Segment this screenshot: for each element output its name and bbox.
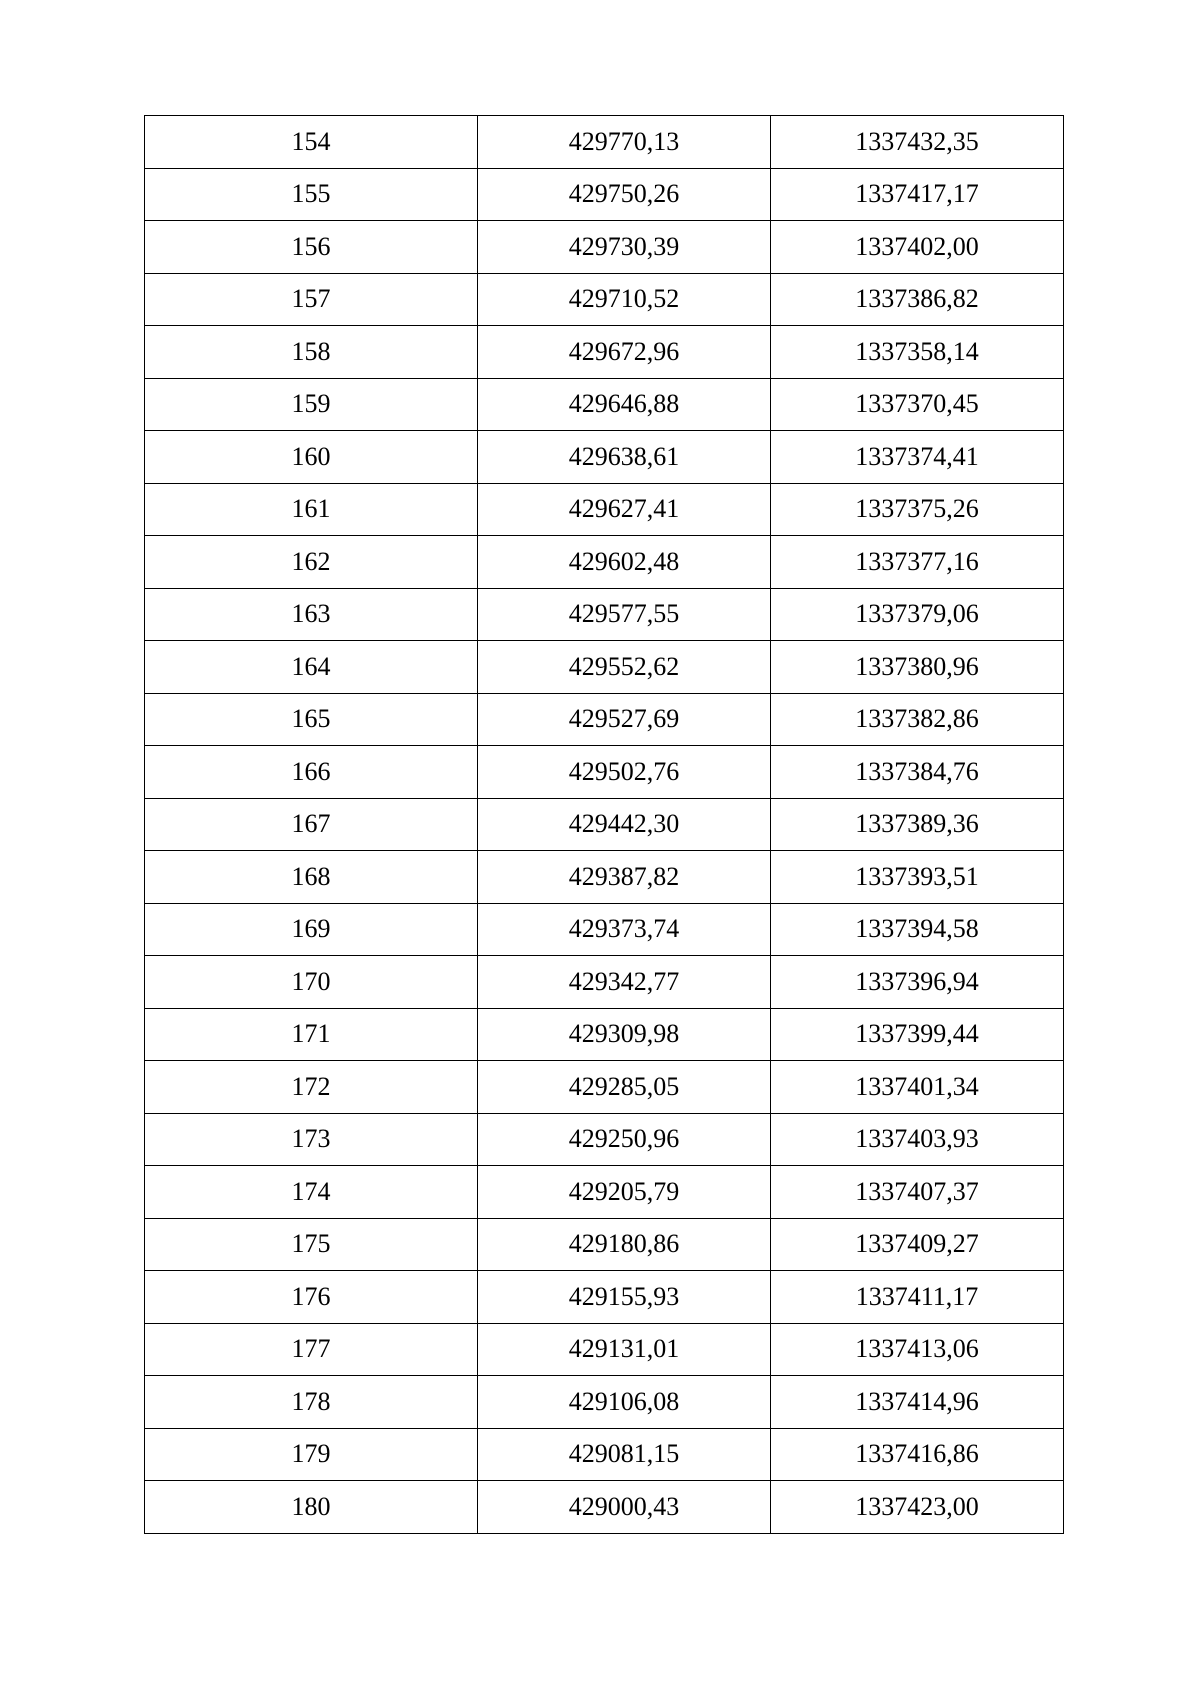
point-number-cell: 160	[145, 431, 478, 484]
y-coordinate-cell: 1337399,44	[771, 1008, 1064, 1061]
y-coordinate-cell: 1337393,51	[771, 851, 1064, 904]
table-row	[145, 378, 1064, 431]
y-coordinate-cell: 1337413,06	[771, 1323, 1064, 1376]
point-number-cell: 154	[145, 116, 478, 169]
point-number-cell: 173	[145, 1113, 478, 1166]
point-number-cell: 178	[145, 1376, 478, 1429]
y-coordinate-cell: 1337402,00	[771, 221, 1064, 274]
point-number-cell: 168	[145, 851, 478, 904]
table-row	[145, 168, 1064, 221]
table-row	[145, 746, 1064, 799]
point-number-cell: 176	[145, 1271, 478, 1324]
table-row	[145, 588, 1064, 641]
point-number-cell: 174	[145, 1166, 478, 1219]
y-coordinate-cell: 1337384,76	[771, 746, 1064, 799]
point-number-cell: 177	[145, 1323, 478, 1376]
point-number-cell: 162	[145, 536, 478, 589]
x-coordinate-cell: 429180,86	[478, 1218, 771, 1271]
x-coordinate-cell: 429750,26	[478, 168, 771, 221]
y-coordinate-cell: 1337409,27	[771, 1218, 1064, 1271]
point-number-cell: 158	[145, 326, 478, 379]
table-row	[145, 1166, 1064, 1219]
x-coordinate-cell: 429770,13	[478, 116, 771, 169]
x-coordinate-cell: 429577,55	[478, 588, 771, 641]
x-coordinate-cell: 429442,30	[478, 798, 771, 851]
y-coordinate-cell: 1337389,36	[771, 798, 1064, 851]
y-coordinate-cell: 1337396,94	[771, 956, 1064, 1009]
x-coordinate-cell: 429527,69	[478, 693, 771, 746]
point-number-cell: 159	[145, 378, 478, 431]
x-coordinate-cell: 429250,96	[478, 1113, 771, 1166]
y-coordinate-cell: 1337374,41	[771, 431, 1064, 484]
table-row	[145, 1061, 1064, 1114]
point-number-cell: 155	[145, 168, 478, 221]
x-coordinate-cell: 429387,82	[478, 851, 771, 904]
point-number-cell: 180	[145, 1481, 478, 1534]
table-row	[145, 1113, 1064, 1166]
table-row	[145, 1271, 1064, 1324]
point-number-cell: 166	[145, 746, 478, 799]
y-coordinate-cell: 1337370,45	[771, 378, 1064, 431]
x-coordinate-cell: 429502,76	[478, 746, 771, 799]
x-coordinate-cell: 429552,62	[478, 641, 771, 694]
x-coordinate-cell: 429638,61	[478, 431, 771, 484]
point-number-cell: 157	[145, 273, 478, 326]
table-row	[145, 1008, 1064, 1061]
y-coordinate-cell: 1337417,17	[771, 168, 1064, 221]
point-number-cell: 165	[145, 693, 478, 746]
y-coordinate-cell: 1337394,58	[771, 903, 1064, 956]
table-row	[145, 1376, 1064, 1429]
x-coordinate-cell: 429646,88	[478, 378, 771, 431]
x-coordinate-cell: 429155,93	[478, 1271, 771, 1324]
y-coordinate-cell: 1337375,26	[771, 483, 1064, 536]
table-row	[145, 956, 1064, 1009]
point-number-cell: 156	[145, 221, 478, 274]
table-row	[145, 483, 1064, 536]
point-number-cell: 169	[145, 903, 478, 956]
table-row	[145, 641, 1064, 694]
point-number-cell: 164	[145, 641, 478, 694]
point-number-cell: 163	[145, 588, 478, 641]
table-row	[145, 221, 1064, 274]
coordinates-table-body	[145, 116, 1064, 1534]
y-coordinate-cell: 1337432,35	[771, 116, 1064, 169]
table-row	[145, 326, 1064, 379]
point-number-cell: 167	[145, 798, 478, 851]
y-coordinate-cell: 1337377,16	[771, 536, 1064, 589]
x-coordinate-cell: 429373,74	[478, 903, 771, 956]
y-coordinate-cell: 1337380,96	[771, 641, 1064, 694]
point-number-cell: 179	[145, 1428, 478, 1481]
y-coordinate-cell: 1337401,34	[771, 1061, 1064, 1114]
x-coordinate-cell: 429106,08	[478, 1376, 771, 1429]
x-coordinate-cell: 429342,77	[478, 956, 771, 1009]
y-coordinate-cell: 1337414,96	[771, 1376, 1064, 1429]
x-coordinate-cell: 429602,48	[478, 536, 771, 589]
table-row	[145, 1218, 1064, 1271]
point-number-cell: 161	[145, 483, 478, 536]
x-coordinate-cell: 429081,15	[478, 1428, 771, 1481]
x-coordinate-cell: 429710,52	[478, 273, 771, 326]
point-number-cell: 172	[145, 1061, 478, 1114]
x-coordinate-cell: 429627,41	[478, 483, 771, 536]
table-row	[145, 273, 1064, 326]
table-row	[145, 116, 1064, 169]
y-coordinate-cell: 1337382,86	[771, 693, 1064, 746]
y-coordinate-cell: 1337358,14	[771, 326, 1064, 379]
table-row	[145, 536, 1064, 589]
y-coordinate-cell: 1337407,37	[771, 1166, 1064, 1219]
x-coordinate-cell: 429309,98	[478, 1008, 771, 1061]
point-number-cell: 170	[145, 956, 478, 1009]
table-row	[145, 903, 1064, 956]
table-row	[145, 851, 1064, 904]
point-number-cell: 171	[145, 1008, 478, 1061]
point-number-cell: 175	[145, 1218, 478, 1271]
y-coordinate-cell: 1337403,93	[771, 1113, 1064, 1166]
x-coordinate-cell: 429285,05	[478, 1061, 771, 1114]
table-row	[145, 1323, 1064, 1376]
x-coordinate-cell: 429000,43	[478, 1481, 771, 1534]
y-coordinate-cell: 1337379,06	[771, 588, 1064, 641]
x-coordinate-cell: 429205,79	[478, 1166, 771, 1219]
table-row	[145, 1428, 1064, 1481]
coordinates-table	[144, 115, 1064, 1534]
table-row	[145, 431, 1064, 484]
y-coordinate-cell: 1337423,00	[771, 1481, 1064, 1534]
x-coordinate-cell: 429730,39	[478, 221, 771, 274]
table-row	[145, 693, 1064, 746]
x-coordinate-cell: 429672,96	[478, 326, 771, 379]
y-coordinate-cell: 1337416,86	[771, 1428, 1064, 1481]
x-coordinate-cell: 429131,01	[478, 1323, 771, 1376]
table-row	[145, 798, 1064, 851]
table-row	[145, 1481, 1064, 1534]
y-coordinate-cell: 1337411,17	[771, 1271, 1064, 1324]
y-coordinate-cell: 1337386,82	[771, 273, 1064, 326]
